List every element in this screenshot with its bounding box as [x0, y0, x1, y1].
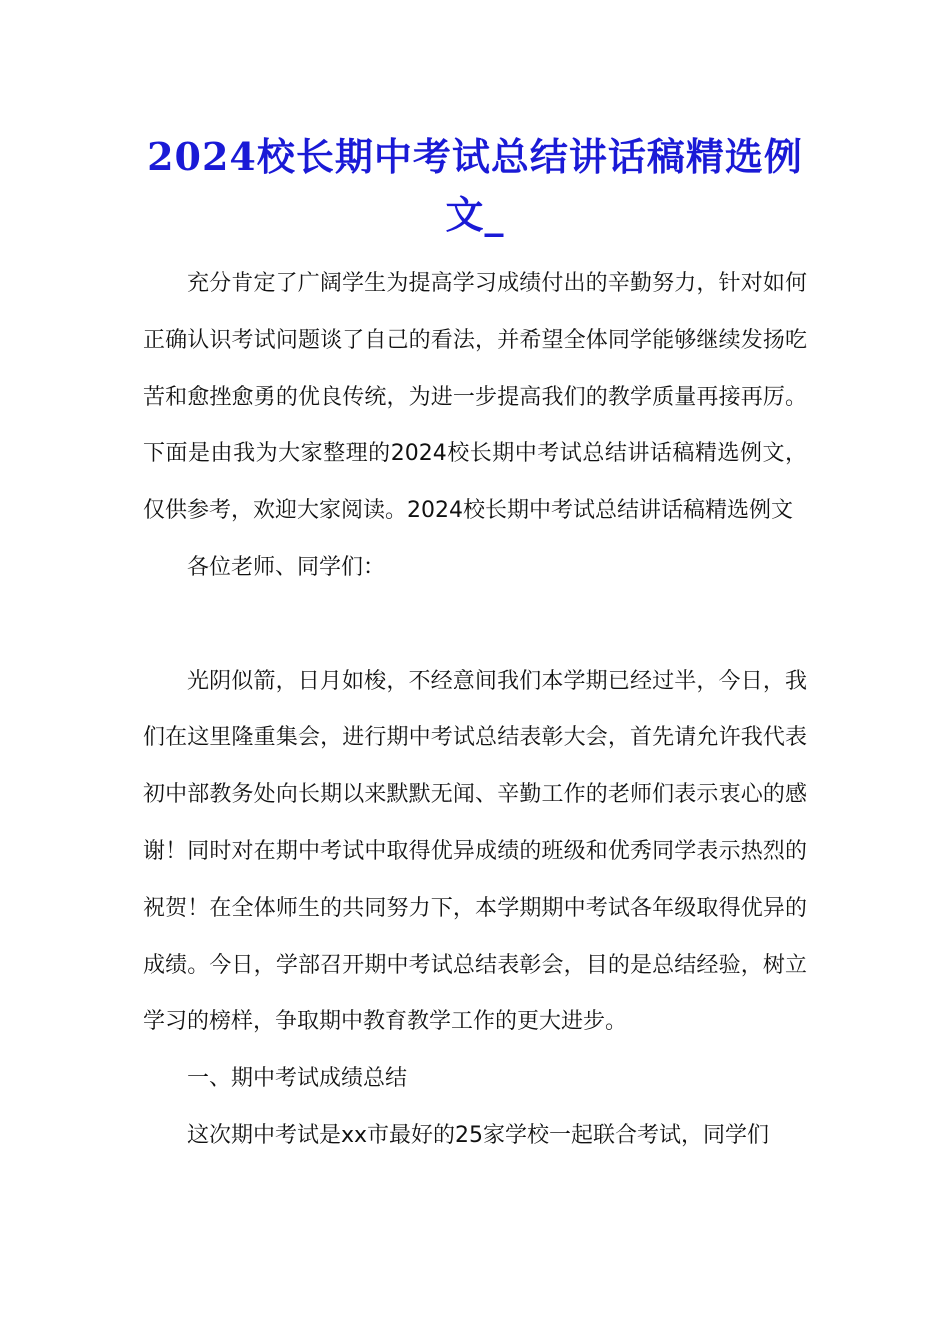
document-title: 2024校长期中考试总结讲话稿精选例文_	[147, 134, 803, 237]
paragraph-exam-summary: 这次期中考试是xx市最好的25家学校一起联合考试，同学们	[187, 1122, 770, 1148]
section-heading: 一、期中考试成绩总结	[187, 1066, 408, 1092]
document-body	[143, 256, 807, 1165]
paragraph-intro: 充分肯定了广阔学生为提高学习成绩付出的辛勤努力，针对如何正确认识考试问题谈了自己的看法，并希望全体同学能够继续发扬吃苦和愈挫愈勇的优良传统，为进一步提高我们的教学质量再接再厉。下面是由我为大家整理的2024校长期中考试总结讲话稿精选例文，仅供参考，欢迎大家阅读。2024校长期中考试总结讲话稿精选例文	[143, 271, 807, 524]
blank-line	[143, 597, 807, 654]
paragraph-salutation: 各位老师、同学们：	[187, 554, 386, 580]
paragraph-opening-speech: 光阴似箭，日月如梭，不经意间我们本学期已经过半，今日，我们在这里隆重集会，进行期中考试总结表彰大会，首先请允许我代表初中部教务处向长期以来默默无闻、辛勤工作的老师们表示衷心的感谢！同时对在期中考试中取得优异成绩的班级和优秀同学表示热烈的祝贺！在全体师生的共同努力下，本学期期中考试各年级取得优异的成绩。今日，学部召开期中考试总结表彰会，目的是总结经验，树立学习的榜样，争取期中教育教学工作的更大进步。	[143, 668, 807, 1035]
